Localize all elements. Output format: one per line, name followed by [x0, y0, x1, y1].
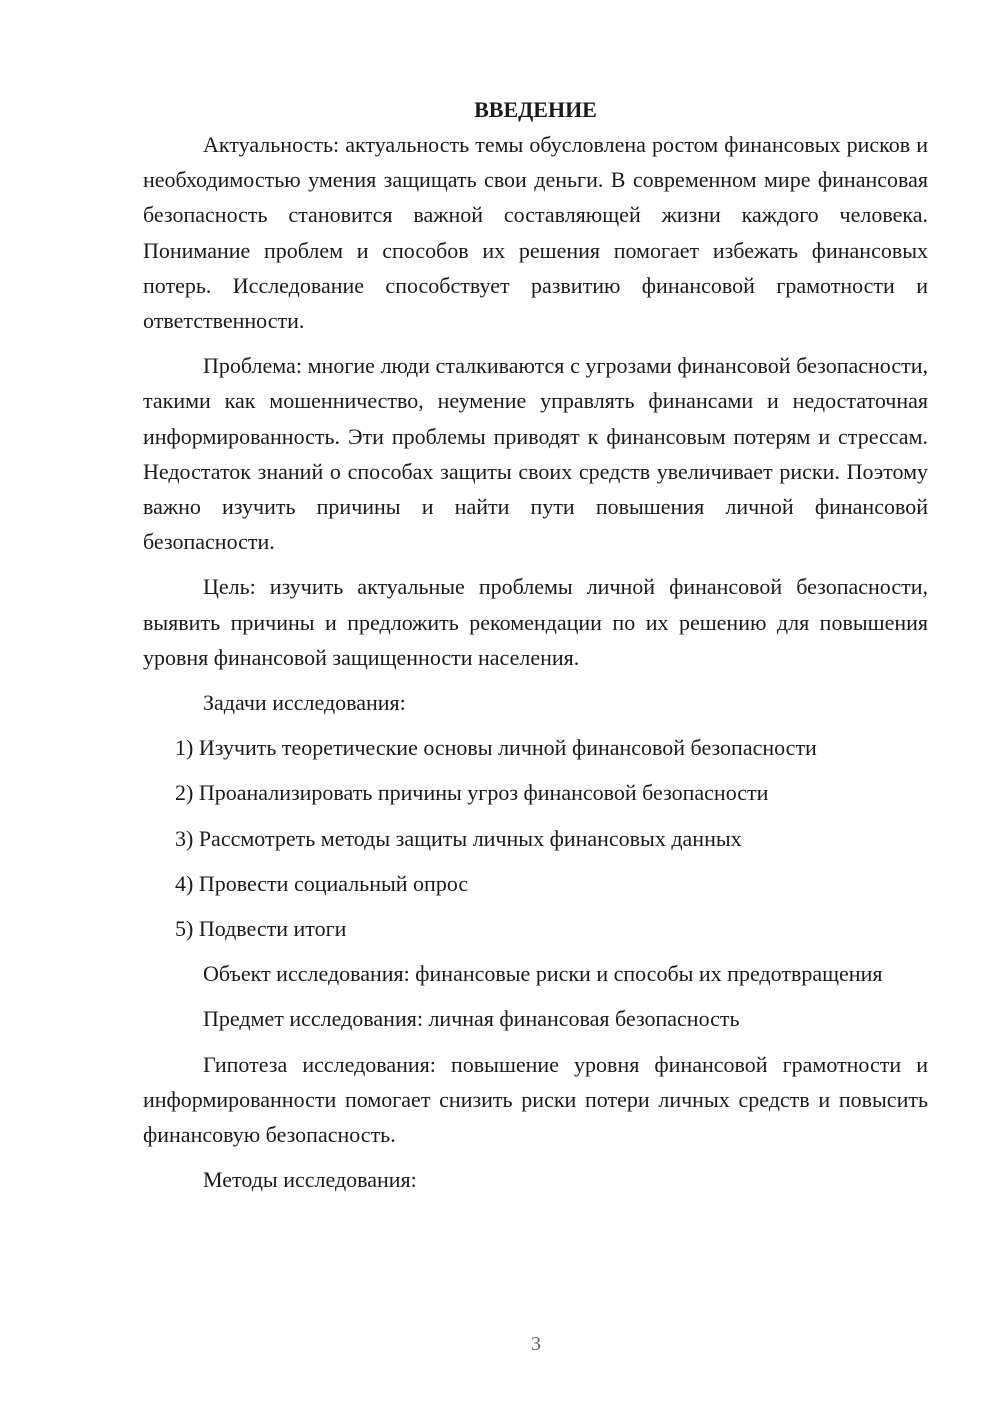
paragraph-problem: Проблема: многие люди сталкиваются с угрозами финансовой безопасности, такими как мошенничество, неумение управлять финансами и недостаточная информированность. Эти проблемы приводят к финансовым потерям и стрессам. Недостаток знаний о способах защиты своих средств увеличивает риски. Поэтому важно изучить причины и найти пути повышения личной финансовой безопасности.: [143, 353, 928, 555]
methods-heading: Методы исследования:: [203, 1167, 417, 1193]
paragraph-relevance: Актуальность: актуальность темы обусловлена ростом финансовых рисков и необходимостью умения защищать свои деньги. В современном мире финансовая безопасность становится важной составляющей жизни каждого человека. Понимание проблем и способов их решения помогает избежать финансовых потерь. Исследование способствует развитию финансовой грамотности и ответственности.: [143, 132, 928, 334]
list-item: 5) Подвести итоги: [175, 916, 347, 942]
paragraph-object: Объект исследования: финансовые риски и способы их предотвращения: [203, 961, 883, 987]
tasks-heading: Задачи исследования:: [203, 690, 406, 716]
list-item: 1) Изучить теоретические основы личной финансовой безопасности: [175, 735, 817, 761]
page-title: ВВЕДЕНИЕ: [474, 97, 597, 122]
list-item: 4) Провести социальный опрос: [175, 870, 469, 896]
paragraph-goal: Цель: изучить актуальные проблемы личной финансовой безопасности, выявить причины и предложить рекомендации по их решению для повышения уровня финансовой защищенности населения.: [143, 574, 928, 670]
tasks-list: [143, 730, 928, 946]
list-item: 2) Проанализировать причины угроз финансовой безопасности: [175, 780, 769, 806]
paragraph-hypothesis: Гипотеза исследования: повышение уровня финансовой грамотности и информированности помогает снизить риски потери личных средств и повысить финансовую безопасность.: [143, 1051, 928, 1148]
document-page: [143, 92, 928, 1207]
list-item: 3) Рассмотреть методы защиты личных финансовых данных: [175, 825, 742, 851]
paragraph-subject: Предмет исследования: личная финансовая безопасность: [203, 1006, 740, 1032]
page-number: 3: [531, 1333, 541, 1355]
